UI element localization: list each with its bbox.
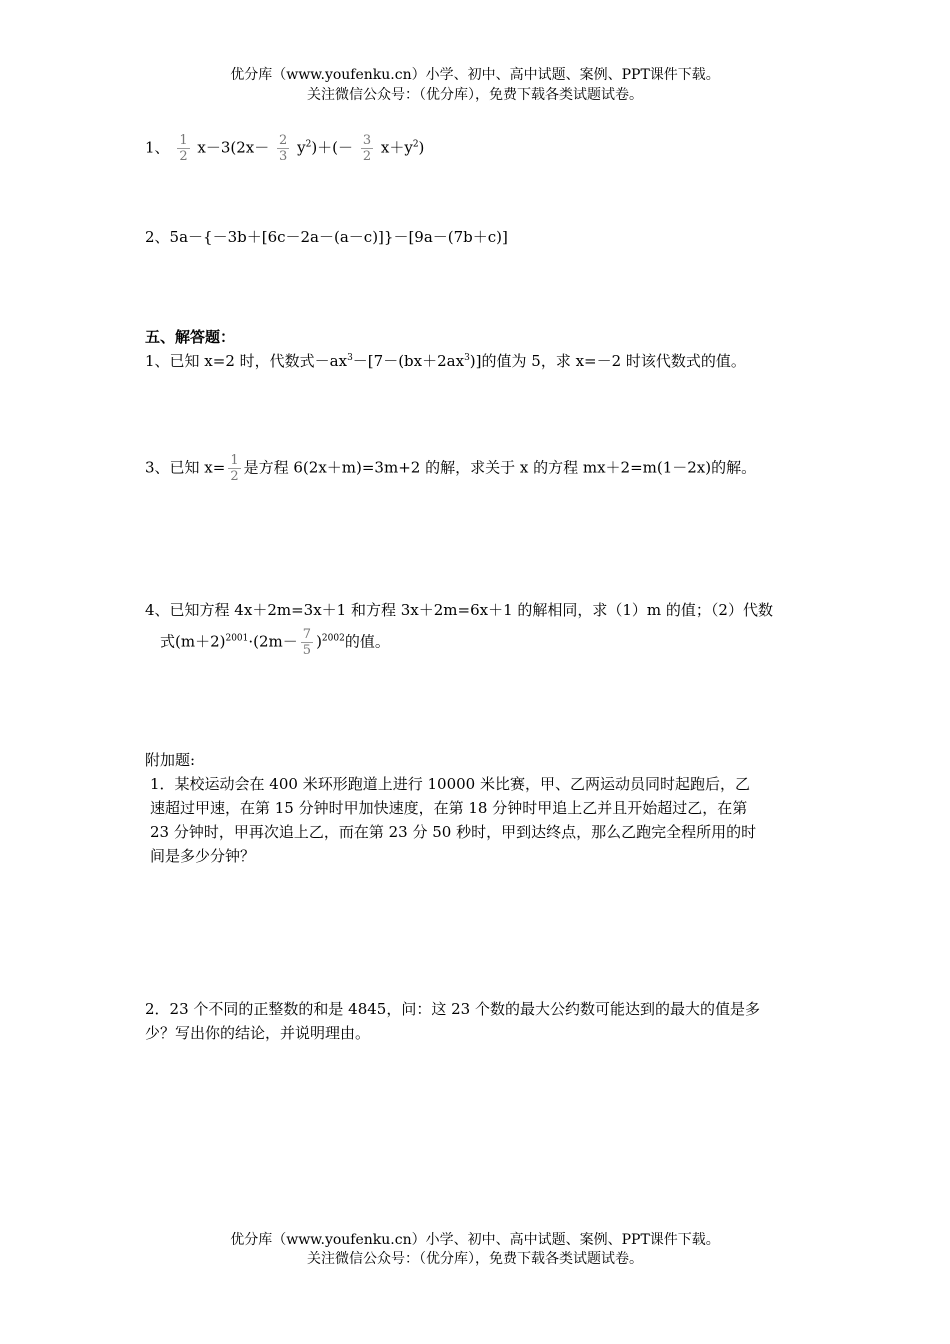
extra-question-2-line: 少？写出你的结论，并说明理由。 <box>145 1024 371 1042</box>
fraction-1-2: $\frac{1}{2}$ <box>230 453 239 484</box>
simplify-question-1: 1、 $\frac{1}{2}$ x－3(2x－ $\frac{2}{3}$ $y^2)+(-$ $\frac{3}{2}$ $x+y^2$) <box>145 133 425 164</box>
answer-question-4-line-2: 式$(m+2)^{2001}\cdot(2m-$ $\frac{7}{5}$ )$^{2002}$的值。 <box>160 627 390 658</box>
extra-question-1-line: 1．某校运动会在 400 米环形跑道上进行 10000 米比赛，甲、乙两运动员同时起跑后，乙 <box>150 775 750 793</box>
simplify-question-2: 2、5a－{－3b＋[6c－2a－(a－c)]}－[9a－(7b＋c)] <box>145 228 508 246</box>
fraction-3-2: $\frac{3}{2}$ <box>362 133 372 164</box>
answer-question-1: 1、已知 x=2 时，代数式$-ax^3-[7-(bx+2ax^3)]$的值为 5，求 x=－2 时该代数式的值。 <box>145 352 746 370</box>
fraction-1-2: $\frac{1}{2}$ <box>179 133 188 164</box>
page-header-line-1: 优分库（www.youfenku.cn）小学、初中、高中试题、案例、PPT课件下载。 <box>230 67 720 83</box>
answer-question-3: 3、已知 x= $\frac{1}{2}$ 是方程 6(2x＋m)=3m+2 的解，求关于 x 的方程 mx＋2=m(1－2x)的解。 <box>145 453 757 484</box>
extra-question-1-line: 23 分钟时，甲再次追上乙，而在第 23 分 50 秒时，甲到达终点，那么乙跑完全程所用的时 <box>150 823 757 841</box>
fraction-7-5: $\frac{7}{5}$ <box>302 627 312 658</box>
extra-title: 附加题: <box>145 751 196 769</box>
answer-question-4-line-1: 4、已知方程 4x＋2m=3x＋1 和方程 3x＋2m=6x＋1 的解相同，求（1）m 的值；（2）代数 <box>145 601 773 619</box>
extra-question-1 <box>150 772 815 868</box>
extra-question-2-line: 2．23 个不同的正整数的和是 4845，问：这 23 个数的最大公约数可能达到的最大的值是多 <box>145 1000 760 1018</box>
extra-question-1-line: 速超过甲速，在第 15 分钟时甲加快速度，在第 18 分钟时甲追上乙并且开始超过乙，在第 <box>150 799 748 817</box>
fraction-2-3: $\frac{2}{3}$ <box>279 133 288 164</box>
extra-question-1-line: 间是多少分钟？ <box>150 847 256 865</box>
extra-question-2 <box>145 997 815 1045</box>
page-header-line-2: 关注微信公众号：（优分库），免费下载各类试题试卷。 <box>307 87 643 103</box>
page-footer-line-1: 优分库（www.youfenku.cn）小学、初中、高中试题、案例、PPT课件下载。 <box>230 1232 720 1248</box>
question-number: 1、 <box>145 138 170 157</box>
section-title: 五、解答题： <box>145 328 236 346</box>
page-footer-line-2: 关注微信公众号：（优分库），免费下载各类试题试卷。 <box>307 1251 643 1267</box>
